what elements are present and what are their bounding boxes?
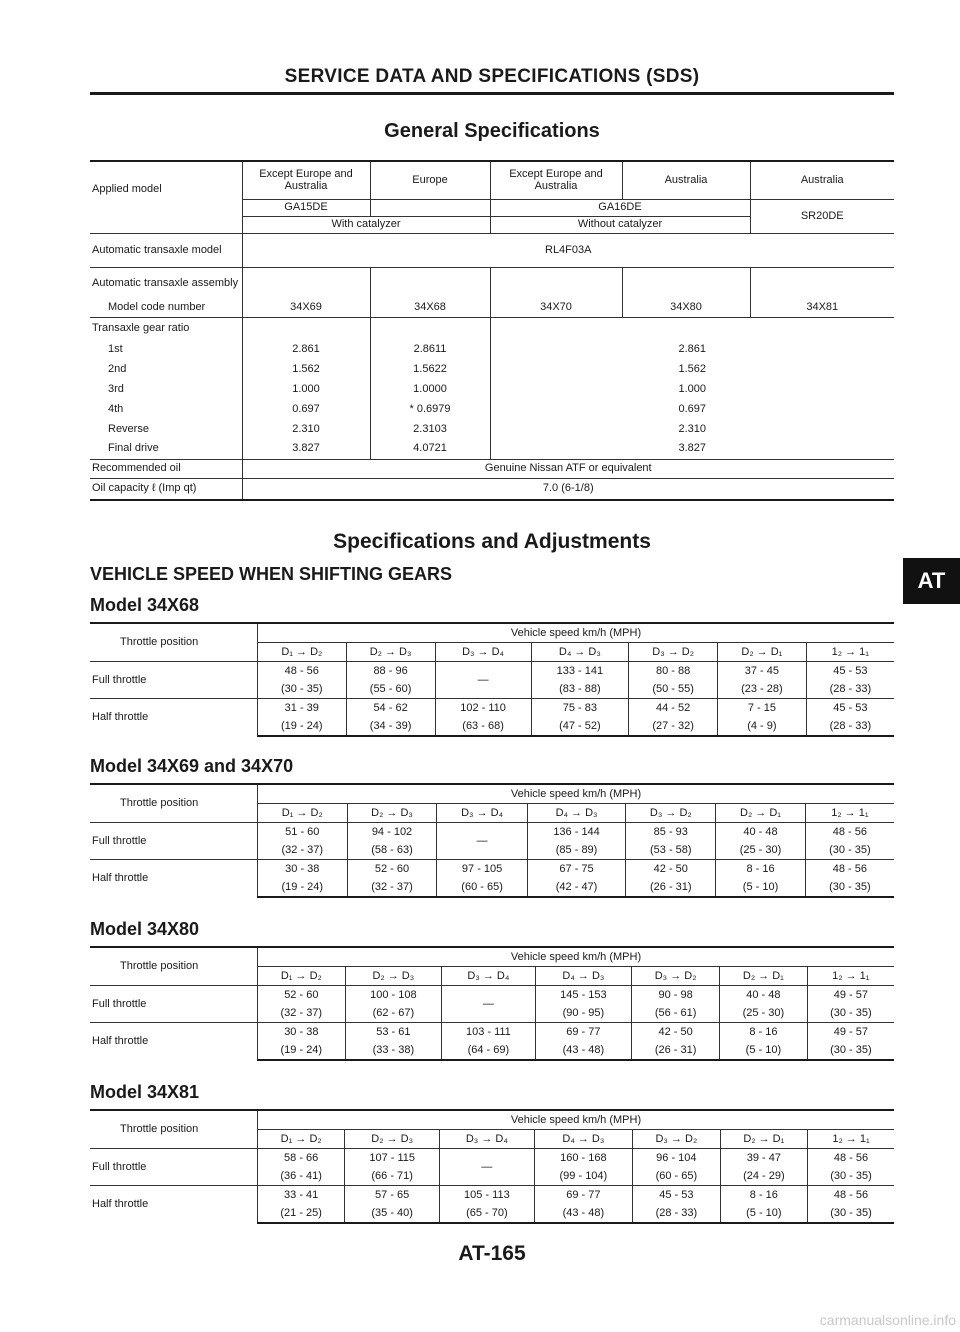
speed-cell: 100 - 108	[345, 986, 441, 1005]
shift-column-header: 1₂ → 1₁	[807, 967, 894, 986]
speed-cell: (32 - 37)	[347, 878, 437, 897]
gear-label: 3rd	[90, 379, 242, 399]
blank-cell	[370, 199, 490, 216]
assembly-label: Automatic transaxle assembly	[90, 267, 242, 299]
model-code-label: Model code number	[90, 299, 242, 317]
speed-cell: (26 - 31)	[626, 878, 716, 897]
speed-cell: 40 - 48	[720, 986, 808, 1005]
speed-cell: (62 - 67)	[345, 1004, 441, 1023]
model-code-cell: 34X81	[750, 299, 894, 317]
shift-column-header: D₃ → D₄	[437, 804, 527, 823]
speed-cell: (33 - 38)	[345, 1041, 441, 1060]
table-row	[90, 986, 894, 1005]
specs-adjustments-title: Specifications and Adjustments	[333, 530, 651, 553]
header-rule	[90, 92, 894, 95]
speed-cell: (30 - 35)	[808, 1204, 894, 1223]
engine-cell: GA15DE	[242, 199, 370, 216]
speed-cell: (24 - 29)	[720, 1167, 807, 1186]
speed-cell: 30 - 38	[258, 1023, 346, 1042]
speed-cell: (19 - 24)	[258, 1041, 346, 1060]
shift-column-header: D₂ → D₁	[720, 1130, 807, 1149]
vehicle-speed-header: Vehicle speed km/h (MPH)	[258, 623, 895, 643]
page-number: AT-165	[458, 1242, 526, 1265]
shift-column-header: D₂ → D₃	[346, 643, 435, 662]
shift-table	[90, 622, 894, 737]
speed-cell: 8 - 16	[716, 860, 806, 879]
catalyzer-cell: Without catalyzer	[490, 216, 750, 233]
gear-label: Final drive	[90, 439, 242, 459]
gear-ratio-cell: 2.861	[490, 339, 894, 359]
table-row	[90, 419, 894, 439]
table-row	[90, 439, 894, 459]
shift-table	[90, 1109, 894, 1224]
speed-cell: (99 - 104)	[534, 1167, 632, 1186]
speed-cell: (43 - 48)	[535, 1041, 631, 1060]
table-row	[90, 317, 894, 339]
recommended-oil-label: Recommended oil	[90, 459, 242, 478]
speed-cell: 8 - 16	[720, 1186, 807, 1205]
speed-cell: (50 - 55)	[629, 680, 718, 699]
speed-cell: 80 - 88	[629, 662, 718, 681]
speed-cell: 57 - 65	[345, 1186, 440, 1205]
catalyzer-cell: With catalyzer	[242, 216, 490, 233]
speed-cell: (19 - 24)	[258, 878, 348, 897]
model-code-cell: 34X70	[490, 299, 622, 317]
table-row	[90, 662, 894, 681]
gear-ratio-cell: 1.562	[242, 359, 370, 379]
speed-cell: (42 - 47)	[527, 878, 626, 897]
speed-cell: 102 - 110	[435, 699, 531, 718]
speed-cell: 49 - 57	[807, 1023, 894, 1042]
shift-column-header: 1₂ → 1₁	[805, 804, 894, 823]
speed-cell: (60 - 65)	[633, 1167, 721, 1186]
table-row	[90, 379, 894, 399]
section-tab-at[interactable]: AT	[903, 558, 960, 604]
speed-cell: 69 - 77	[535, 1023, 631, 1042]
speed-cell: 45 - 53	[806, 662, 894, 681]
blank-cell	[370, 267, 490, 299]
oil-capacity-label: Oil capacity ℓ (Imp qt)	[90, 478, 242, 500]
speed-cell: 42 - 50	[626, 860, 716, 879]
gear-ratio-cell: 2.861	[242, 339, 370, 359]
speed-cell: 160 - 168	[534, 1149, 632, 1168]
shift-column-header: D₃ → D₂	[632, 967, 720, 986]
speed-cell: 133 - 141	[531, 662, 629, 681]
speed-cell: (83 - 88)	[531, 680, 629, 699]
shift-column-header: D₄ → D₃	[527, 804, 626, 823]
speed-cell: (30 - 35)	[805, 878, 894, 897]
shift-column-header: D₁ → D₂	[258, 967, 346, 986]
table-row	[90, 1110, 894, 1130]
table-row	[90, 784, 894, 804]
speed-cell: (35 - 40)	[345, 1204, 440, 1223]
speed-cell: 67 - 75	[527, 860, 626, 879]
blank-cell	[750, 267, 894, 299]
table-row	[90, 399, 894, 419]
speed-cell: —	[440, 1149, 535, 1186]
speed-cell: 48 - 56	[805, 860, 894, 879]
shift-column-header: D₃ → D₂	[626, 804, 716, 823]
speed-cell: (30 - 35)	[258, 680, 347, 699]
speed-cell: 44 - 52	[629, 699, 718, 718]
transaxle-model-label: Automatic transaxle model	[90, 233, 242, 267]
gear-ratio-cell: 1.5622	[370, 359, 490, 379]
speed-cell: (32 - 37)	[258, 1004, 346, 1023]
shift-column-header: D₂ → D₁	[720, 967, 808, 986]
speed-cell: —	[437, 823, 527, 860]
shift-column-header: D₃ → D₂	[633, 1130, 721, 1149]
table-row	[90, 623, 894, 643]
table-row	[90, 860, 894, 879]
gear-ratio-cell: 3.827	[242, 439, 370, 459]
applied-model-cell: Australia	[750, 161, 894, 199]
speed-cell: (55 - 60)	[346, 680, 435, 699]
gear-label: 4th	[90, 399, 242, 419]
speed-cell: (56 - 61)	[632, 1004, 720, 1023]
gear-ratio-cell: 2.8611	[370, 339, 490, 359]
speed-cell: 33 - 41	[258, 1186, 345, 1205]
shift-column-header: D₃ → D₄	[440, 1130, 535, 1149]
shift-column-header: D₂ → D₃	[345, 967, 441, 986]
gear-label: 2nd	[90, 359, 242, 379]
speed-cell: 8 - 16	[720, 1023, 808, 1042]
speed-cell: 145 - 153	[535, 986, 631, 1005]
speed-cell: 53 - 61	[345, 1023, 441, 1042]
half-throttle-label: Half throttle	[90, 860, 258, 898]
table-row	[90, 699, 894, 718]
full-throttle-label: Full throttle	[90, 823, 258, 860]
speed-cell: 136 - 144	[527, 823, 626, 842]
table-row	[90, 1023, 894, 1042]
shift-column-header: D₁ → D₂	[258, 1130, 345, 1149]
speed-cell: 45 - 53	[806, 699, 894, 718]
speed-cell: 45 - 53	[633, 1186, 721, 1205]
shift-table-title: Model 34X69 and 34X70	[90, 756, 294, 776]
shift-table-title: Model 34X68	[90, 595, 200, 615]
speed-cell: (5 - 10)	[716, 878, 806, 897]
speed-cell: —	[435, 662, 531, 699]
speed-cell: 40 - 48	[716, 823, 806, 842]
shift-table	[90, 783, 894, 898]
general-specs-title: General Specifications	[384, 120, 600, 142]
engine-cell: SR20DE	[750, 199, 894, 233]
gear-ratio-cell: 0.697	[490, 399, 894, 419]
table-row	[90, 478, 894, 500]
applied-model-label: Applied model	[90, 161, 242, 216]
full-throttle-label: Full throttle	[90, 1149, 258, 1186]
speed-cell: 75 - 83	[531, 699, 629, 718]
speed-cell: (43 - 48)	[534, 1204, 632, 1223]
table-row	[90, 339, 894, 359]
blank-cell	[90, 216, 242, 233]
gear-ratio-cell: 2.310	[242, 419, 370, 439]
blank-cell	[490, 317, 894, 339]
blank-cell	[370, 317, 490, 339]
full-throttle-label: Full throttle	[90, 662, 258, 699]
table-row	[90, 161, 894, 199]
shift-column-header: D₂ → D₁	[718, 643, 807, 662]
speed-cell: 54 - 62	[346, 699, 435, 718]
applied-model-cell: Except Europe and Australia	[242, 161, 370, 199]
speed-cell: (4 - 9)	[718, 717, 807, 736]
speed-cell: (5 - 10)	[720, 1204, 807, 1223]
general-specs-table	[90, 160, 894, 501]
full-throttle-label: Full throttle	[90, 986, 258, 1023]
speed-cell: (60 - 65)	[437, 878, 527, 897]
speed-cell: (25 - 30)	[716, 841, 806, 860]
oil-capacity-value: 7.0 (6-1/8)	[242, 478, 894, 500]
speed-cell: (30 - 35)	[805, 841, 894, 860]
shift-column-header: D₁ → D₂	[258, 804, 348, 823]
model-code-cell: 34X69	[242, 299, 370, 317]
speed-cell: 88 - 96	[346, 662, 435, 681]
shift-column-header: D₄ → D₃	[535, 967, 631, 986]
speed-cell: 97 - 105	[437, 860, 527, 879]
throttle-position-label: Throttle position	[90, 1110, 258, 1149]
table-row	[90, 459, 894, 478]
shift-column-header: D₂ → D₁	[716, 804, 806, 823]
speed-cell: —	[442, 986, 536, 1023]
transaxle-model-value: RL4F03A	[242, 233, 894, 267]
gear-ratio-cell: 3.827	[490, 439, 894, 459]
throttle-position-label: Throttle position	[90, 947, 258, 986]
speed-cell: 48 - 56	[808, 1149, 894, 1168]
blank-cell	[622, 267, 750, 299]
speed-cell: (65 - 70)	[440, 1204, 535, 1223]
speed-cell: 42 - 50	[632, 1023, 720, 1042]
speed-cell: 90 - 98	[632, 986, 720, 1005]
shift-table-title: Model 34X81	[90, 1082, 200, 1102]
table-row	[90, 233, 894, 267]
blank-cell	[242, 267, 370, 299]
speed-cell: (28 - 33)	[633, 1204, 721, 1223]
shift-column-header: D₄ → D₃	[531, 643, 629, 662]
gear-ratio-cell: 2.3103	[370, 419, 490, 439]
speed-cell: 48 - 56	[808, 1186, 894, 1205]
speed-cell: (23 - 28)	[718, 680, 807, 699]
speed-cell: 69 - 77	[534, 1186, 632, 1205]
vehicle-speed-header: Vehicle speed km/h (MPH)	[258, 784, 895, 804]
gear-ratio-cell: 4.0721	[370, 439, 490, 459]
speed-cell: (66 - 71)	[345, 1167, 440, 1186]
speed-cell: 51 - 60	[258, 823, 348, 842]
blank-cell	[242, 317, 370, 339]
gear-ratio-cell: 1.0000	[370, 379, 490, 399]
speed-cell: (64 - 69)	[442, 1041, 536, 1060]
speed-cell: 94 - 102	[347, 823, 437, 842]
gear-ratio-cell: 2.310	[490, 419, 894, 439]
speed-cell: (25 - 30)	[720, 1004, 808, 1023]
half-throttle-label: Half throttle	[90, 1023, 258, 1061]
speed-cell: (53 - 58)	[626, 841, 716, 860]
blank-cell	[490, 267, 622, 299]
speed-cell: (5 - 10)	[720, 1041, 808, 1060]
speed-cell: (58 - 63)	[347, 841, 437, 860]
speed-cell: (32 - 37)	[258, 841, 348, 860]
table-row	[90, 359, 894, 379]
shift-column-header: D₂ → D₃	[347, 804, 437, 823]
shift-table-title: Model 34X80	[90, 919, 200, 939]
speed-cell: (28 - 33)	[806, 717, 894, 736]
shift-column-header: 1₂ → 1₁	[806, 643, 894, 662]
speed-cell: 52 - 60	[258, 986, 346, 1005]
shift-column-header: D₁ → D₂	[258, 643, 347, 662]
speed-cell: (63 - 68)	[435, 717, 531, 736]
speed-cell: (34 - 39)	[346, 717, 435, 736]
table-row	[90, 1149, 894, 1168]
speed-cell: (26 - 31)	[632, 1041, 720, 1060]
speed-cell: (27 - 32)	[629, 717, 718, 736]
shift-column-header: D₃ → D₄	[442, 967, 536, 986]
speed-cell: (47 - 52)	[531, 717, 629, 736]
model-code-cell: 34X68	[370, 299, 490, 317]
speed-cell: 96 - 104	[633, 1149, 721, 1168]
gear-ratio-cell: 1.000	[490, 379, 894, 399]
applied-model-cell: Australia	[622, 161, 750, 199]
page-header-title: SERVICE DATA AND SPECIFICATIONS (SDS)	[284, 66, 700, 87]
speed-cell: (21 - 25)	[258, 1204, 345, 1223]
gear-ratio-cell: 1.000	[242, 379, 370, 399]
table-row	[90, 1186, 894, 1205]
speed-cell: (30 - 35)	[807, 1004, 894, 1023]
speed-cell: (28 - 33)	[806, 680, 894, 699]
speed-cell: 105 - 113	[440, 1186, 535, 1205]
speed-cell: 7 - 15	[718, 699, 807, 718]
speed-cell: 49 - 57	[807, 986, 894, 1005]
shift-column-header: D₃ → D₂	[629, 643, 718, 662]
throttle-position-label: Throttle position	[90, 784, 258, 823]
table-row	[90, 823, 894, 842]
speed-cell: (36 - 41)	[258, 1167, 345, 1186]
shift-table	[90, 946, 894, 1061]
speed-cell: 39 - 47	[720, 1149, 807, 1168]
speed-cell: 107 - 115	[345, 1149, 440, 1168]
half-throttle-label: Half throttle	[90, 1186, 258, 1224]
half-throttle-label: Half throttle	[90, 699, 258, 737]
speed-cell: 37 - 45	[718, 662, 807, 681]
engine-cell: GA16DE	[490, 199, 750, 216]
speed-cell: 103 - 111	[442, 1023, 536, 1042]
shift-column-header: D₄ → D₃	[534, 1130, 632, 1149]
speed-cell: 52 - 60	[347, 860, 437, 879]
speed-cell: (30 - 35)	[807, 1041, 894, 1060]
shift-column-header: 1₂ → 1₁	[808, 1130, 894, 1149]
speed-cell: 30 - 38	[258, 860, 348, 879]
shift-column-header: D₂ → D₃	[345, 1130, 440, 1149]
speed-cell: 58 - 66	[258, 1149, 345, 1168]
speed-cell: 48 - 56	[805, 823, 894, 842]
speed-cell: (30 - 35)	[808, 1167, 894, 1186]
applied-model-cell: Except Europe and Australia	[490, 161, 622, 199]
speed-cell: 85 - 93	[626, 823, 716, 842]
gear-ratio-cell: * 0.6979	[370, 399, 490, 419]
recommended-oil-value: Genuine Nissan ATF or equivalent	[242, 459, 894, 478]
vehicle-speed-header: Vehicle speed km/h (MPH)	[258, 1110, 895, 1130]
table-row	[90, 267, 894, 299]
gear-ratio-label: Transaxle gear ratio	[90, 317, 242, 339]
speed-cell: (85 - 89)	[527, 841, 626, 860]
speed-cell: 48 - 56	[258, 662, 347, 681]
gear-ratio-cell: 1.562	[490, 359, 894, 379]
gear-label: Reverse	[90, 419, 242, 439]
watermark-text: carmanualsonline.info	[819, 1312, 956, 1328]
speed-cell: (90 - 95)	[535, 1004, 631, 1023]
table-row	[90, 299, 894, 317]
speed-cell: (19 - 24)	[258, 717, 347, 736]
gear-label: 1st	[90, 339, 242, 359]
applied-model-cell: Europe	[370, 161, 490, 199]
vehicle-speed-header: Vehicle speed km/h (MPH)	[258, 947, 895, 967]
shift-column-header: D₃ → D₄	[435, 643, 531, 662]
model-code-cell: 34X80	[622, 299, 750, 317]
throttle-position-label: Throttle position	[90, 623, 258, 662]
speed-cell: 31 - 39	[258, 699, 347, 718]
table-row	[90, 947, 894, 967]
gear-ratio-cell: 0.697	[242, 399, 370, 419]
shift-speed-subtitle: VEHICLE SPEED WHEN SHIFTING GEARS	[90, 564, 453, 584]
